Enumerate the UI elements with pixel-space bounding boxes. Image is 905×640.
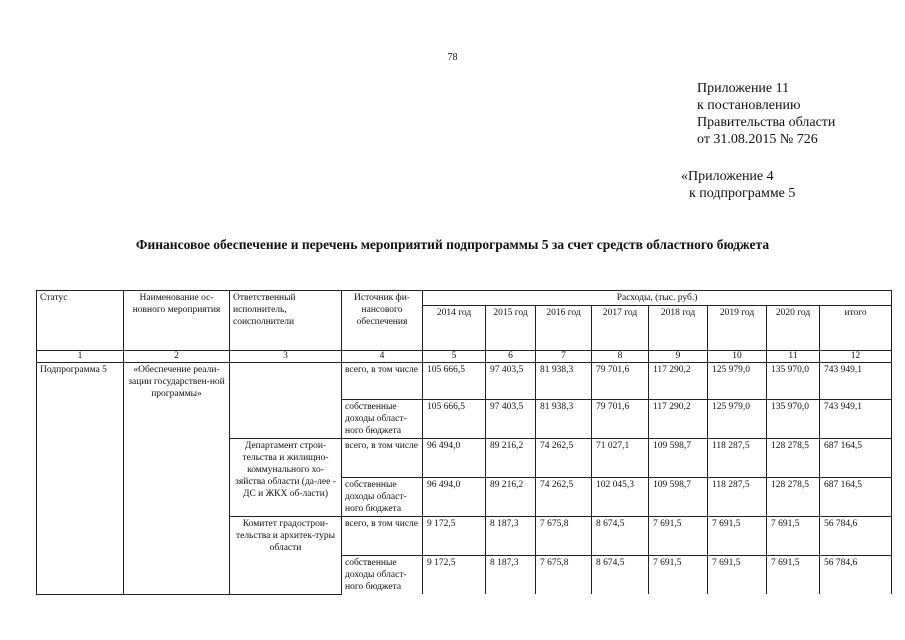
appendix-11-line: Приложение 11 xyxy=(697,81,790,96)
appendix-11-line: от 31.08.2015 № 726 xyxy=(697,132,818,147)
header-executor: Ответственный исполнитель, соисполнители xyxy=(230,291,342,351)
header-year: 2017 год xyxy=(592,306,649,351)
source-cell: всего, в том числе xyxy=(342,439,423,478)
appendix-4-line: «Приложение 4 xyxy=(681,169,774,184)
value-cell: 56 784,6 xyxy=(820,517,892,556)
header-year: 2016 год xyxy=(536,306,592,351)
header-source: Источник фи-нансового обеспечения xyxy=(342,291,423,351)
value-cell: 71 027,1 xyxy=(592,439,649,478)
value-cell: 7 691,5 xyxy=(767,517,820,556)
value-cell: 7 675,8 xyxy=(536,517,592,556)
value-cell: 89 216,2 xyxy=(486,478,536,517)
appendix-11-block xyxy=(697,80,835,148)
value-cell: 96 494,0 xyxy=(423,439,486,478)
value-cell: 8 674,5 xyxy=(592,556,649,595)
column-number-row xyxy=(37,351,892,363)
source-cell: всего, в том числе xyxy=(342,363,423,400)
value-cell: 89 216,2 xyxy=(486,439,536,478)
value-cell: 79 701,6 xyxy=(592,400,649,439)
header-year: 2018 год xyxy=(649,306,708,351)
column-number: 12 xyxy=(820,351,892,363)
value-cell: 109 598,7 xyxy=(649,439,708,478)
header-row xyxy=(37,291,892,306)
value-cell: 687 164,5 xyxy=(820,439,892,478)
column-number: 3 xyxy=(230,351,342,363)
value-cell: 7 691,5 xyxy=(649,517,708,556)
value-cell: 7 691,5 xyxy=(649,556,708,595)
value-cell: 743 949,1 xyxy=(820,400,892,439)
source-cell: собственные доходы област-ного бюджета xyxy=(342,478,423,517)
column-number: 2 xyxy=(124,351,230,363)
source-cell: всего, в том числе xyxy=(342,517,423,556)
value-cell: 687 164,5 xyxy=(820,478,892,517)
value-cell: 81 938,3 xyxy=(536,363,592,400)
header-year: 2020 год xyxy=(767,306,820,351)
value-cell: 102 045,3 xyxy=(592,478,649,517)
column-number: 11 xyxy=(767,351,820,363)
value-cell: 128 278,5 xyxy=(767,439,820,478)
source-cell: собственные доходы област-ного бюджета xyxy=(342,556,423,595)
column-number: 5 xyxy=(423,351,486,363)
status-cell: Подпрограмма 5 xyxy=(37,363,124,595)
value-cell: 97 403,5 xyxy=(486,363,536,400)
header-expenses: Расходы, (тыс. руб.) xyxy=(423,291,892,306)
column-number: 8 xyxy=(592,351,649,363)
column-number: 7 xyxy=(536,351,592,363)
column-number: 1 xyxy=(37,351,124,363)
value-cell: 97 403,5 xyxy=(486,400,536,439)
value-cell: 7 691,5 xyxy=(708,517,767,556)
appendix-11-line: к постановлению xyxy=(697,98,801,113)
page-number: 78 xyxy=(447,52,458,63)
value-cell: 8 187,3 xyxy=(486,517,536,556)
value-cell: 7 691,5 xyxy=(767,556,820,595)
value-cell: 56 784,6 xyxy=(820,556,892,595)
header-event-name: Наименование ос-новного мероприятия xyxy=(124,291,230,351)
value-cell: 81 938,3 xyxy=(536,400,592,439)
value-cell: 118 287,5 xyxy=(708,439,767,478)
column-number: 9 xyxy=(649,351,708,363)
header-year: 2019 год xyxy=(708,306,767,351)
value-cell: 118 287,5 xyxy=(708,478,767,517)
header-year: 2014 год xyxy=(423,306,486,351)
value-cell: 109 598,7 xyxy=(649,478,708,517)
event-name-cell: «Обеспечение реали-зации государствен-ной программы» xyxy=(124,363,230,595)
value-cell: 7 675,8 xyxy=(536,556,592,595)
value-cell: 9 172,5 xyxy=(423,556,486,595)
appendix-4-block xyxy=(681,168,795,202)
value-cell: 105 666,5 xyxy=(423,400,486,439)
value-cell: 8 674,5 xyxy=(592,517,649,556)
header-status: Статус xyxy=(37,291,124,351)
value-cell: 743 949,1 xyxy=(820,363,892,400)
value-cell: 135 970,0 xyxy=(767,400,820,439)
value-cell: 74 262,5 xyxy=(536,478,592,517)
value-cell: 128 278,5 xyxy=(767,478,820,517)
header-year: 2015 год xyxy=(486,306,536,351)
executor-cell xyxy=(230,363,342,439)
value-cell: 135 970,0 xyxy=(767,363,820,400)
value-cell: 125 979,0 xyxy=(708,363,767,400)
document-title: Финансовое обеспечение и перечень мероприятий подпрограммы 5 за счет средств областного бюджета xyxy=(135,237,770,252)
appendix-4-line: к подпрограмме 5 xyxy=(689,186,796,201)
finance-table xyxy=(36,290,892,595)
value-cell: 9 172,5 xyxy=(423,517,486,556)
value-cell: 96 494,0 xyxy=(423,478,486,517)
value-cell: 8 187,3 xyxy=(486,556,536,595)
source-cell: собственные доходы област-ного бюджета xyxy=(342,400,423,439)
executor-cell: Департамент строи-тельства и жилищно-коммунального хо-зяйства области (да-лее - ДС и ЖКХ об-ласти) xyxy=(230,439,342,517)
header-total: итого xyxy=(820,306,892,351)
value-cell: 79 701,6 xyxy=(592,363,649,400)
value-cell: 117 290,2 xyxy=(649,400,708,439)
column-number: 4 xyxy=(342,351,423,363)
value-cell: 105 666,5 xyxy=(423,363,486,400)
appendix-11-line: Правительства области xyxy=(697,115,836,130)
column-number: 6 xyxy=(486,351,536,363)
executor-cell: Комитет градострои-тельства и архитек-туры области xyxy=(230,517,342,595)
value-cell: 125 979,0 xyxy=(708,400,767,439)
value-cell: 74 262,5 xyxy=(536,439,592,478)
value-cell: 7 691,5 xyxy=(708,556,767,595)
value-cell: 117 290,2 xyxy=(649,363,708,400)
column-number: 10 xyxy=(708,351,767,363)
table-row xyxy=(37,363,892,400)
